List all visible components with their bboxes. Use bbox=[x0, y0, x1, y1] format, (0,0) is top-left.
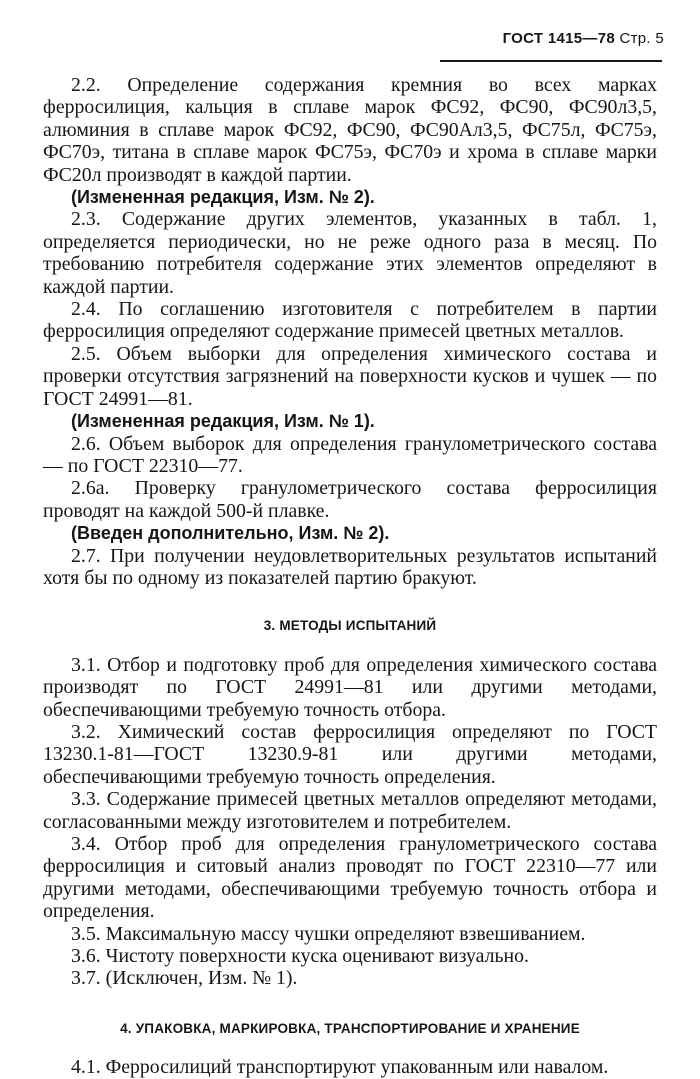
paragraph-2-6: 2.6. Объем выборок для определения гранулометрического состава — по ГОСТ 22310—77. bbox=[43, 432, 657, 477]
paragraph-2-5: 2.5. Объем выборки для определения химического состава и проверки отсутствия загрязнений на поверхности кусков и чушек — по ГОСТ 24991—81. bbox=[43, 342, 657, 410]
paragraph-2-4: 2.4. По соглашению изготовителя с потребителем в партии ферросилиция определяют содержание примесей цветных металлов. bbox=[43, 298, 657, 343]
paragraph-3-1: 3.1. Отбор и подготовку проб для определения химического состава производят по ГОСТ 24991—81 или другими методами, обеспечивающими требуемую точность отбора. bbox=[43, 653, 657, 721]
header-rule bbox=[440, 60, 662, 62]
paragraph-2-2: 2.2. Определение содержания кремния во всех марках ферросилиция, кальция в сплаве марок ФС92, ФС90, ФС90л3,5, алюминия в сплаве марок ФС92, ФС90, ФС90Ал3,5, ФС75л, ФС75э, ФС70э, титана в сплаве марок ФС75э, ФС70э и хрома в сплаве марки ФС20л производят в каждой партии. bbox=[43, 74, 657, 186]
paragraph-3-6: 3.6. Чистоту поверхности куска оценивают визуально. bbox=[71, 945, 529, 968]
paragraph-3-7: 3.7. (Исключен, Изм. № 1). bbox=[71, 967, 298, 990]
amendment-note: (Введен дополнительно, Изм. № 2). bbox=[71, 523, 390, 544]
paragraph-2-6a: 2.6а. Проверку гранулометрического состава ферросилиция проводят на каждой 500-й плавке. bbox=[43, 477, 657, 522]
amendment-note: (Измененная редакция, Изм. № 2). bbox=[71, 187, 375, 208]
paragraph-2-3: 2.3. Содержание других элементов, указанных в табл. 1, определяется периодически, но не реже одного раза в месяц. По требованию потребителя содержание этих элементов определяют в каждой партии. bbox=[43, 208, 657, 298]
paragraph-4-1: 4.1. Ферросилиций транспортируют упакованным или навалом. bbox=[71, 1056, 609, 1079]
paragraph-3-5: 3.5. Максимальную массу чушки определяют взвешиванием. bbox=[71, 922, 586, 945]
paragraph-3-2: 3.2. Химический состав ферросилиция определяют по ГОСТ 13230.1-81—ГОСТ 13230.9-81 или другими методами, обеспечивающими требуемую точность определения. bbox=[43, 720, 657, 788]
section-title-packaging: 4. УПАКОВКА, МАРКИРОВКА, ТРАНСПОРТИРОВАНИЕ И ХРАНЕНИЕ bbox=[120, 1020, 580, 1036]
section-title-testing-methods: 3. МЕТОДЫ ИСПЫТАНИЙ bbox=[263, 618, 437, 634]
standard-number: ГОСТ 1415—78 bbox=[502, 30, 615, 47]
paragraph-3-4: 3.4. Отбор проб для определения гранулометрического состава ферросилиция и ситовый анализ проводят по ГОСТ 22310—77 или другими методами, обеспечивающими требуемую точность отбора и определения. bbox=[43, 833, 657, 923]
paragraph-2-7: 2.7. При получении неудовлетворительных результатов испытаний хотя бы по одному из показателей партию бракуют. bbox=[43, 544, 657, 589]
document-body bbox=[43, 74, 657, 1079]
amendment-note: (Измененная редакция, Изм. № 1). bbox=[71, 411, 375, 432]
paragraph-3-3: 3.3. Содержание примесей цветных металлов определяют методами, согласованными между изготовителем и потребителем. bbox=[43, 788, 657, 833]
page-number: Стр. 5 bbox=[619, 30, 664, 47]
page-header bbox=[503, 30, 664, 47]
